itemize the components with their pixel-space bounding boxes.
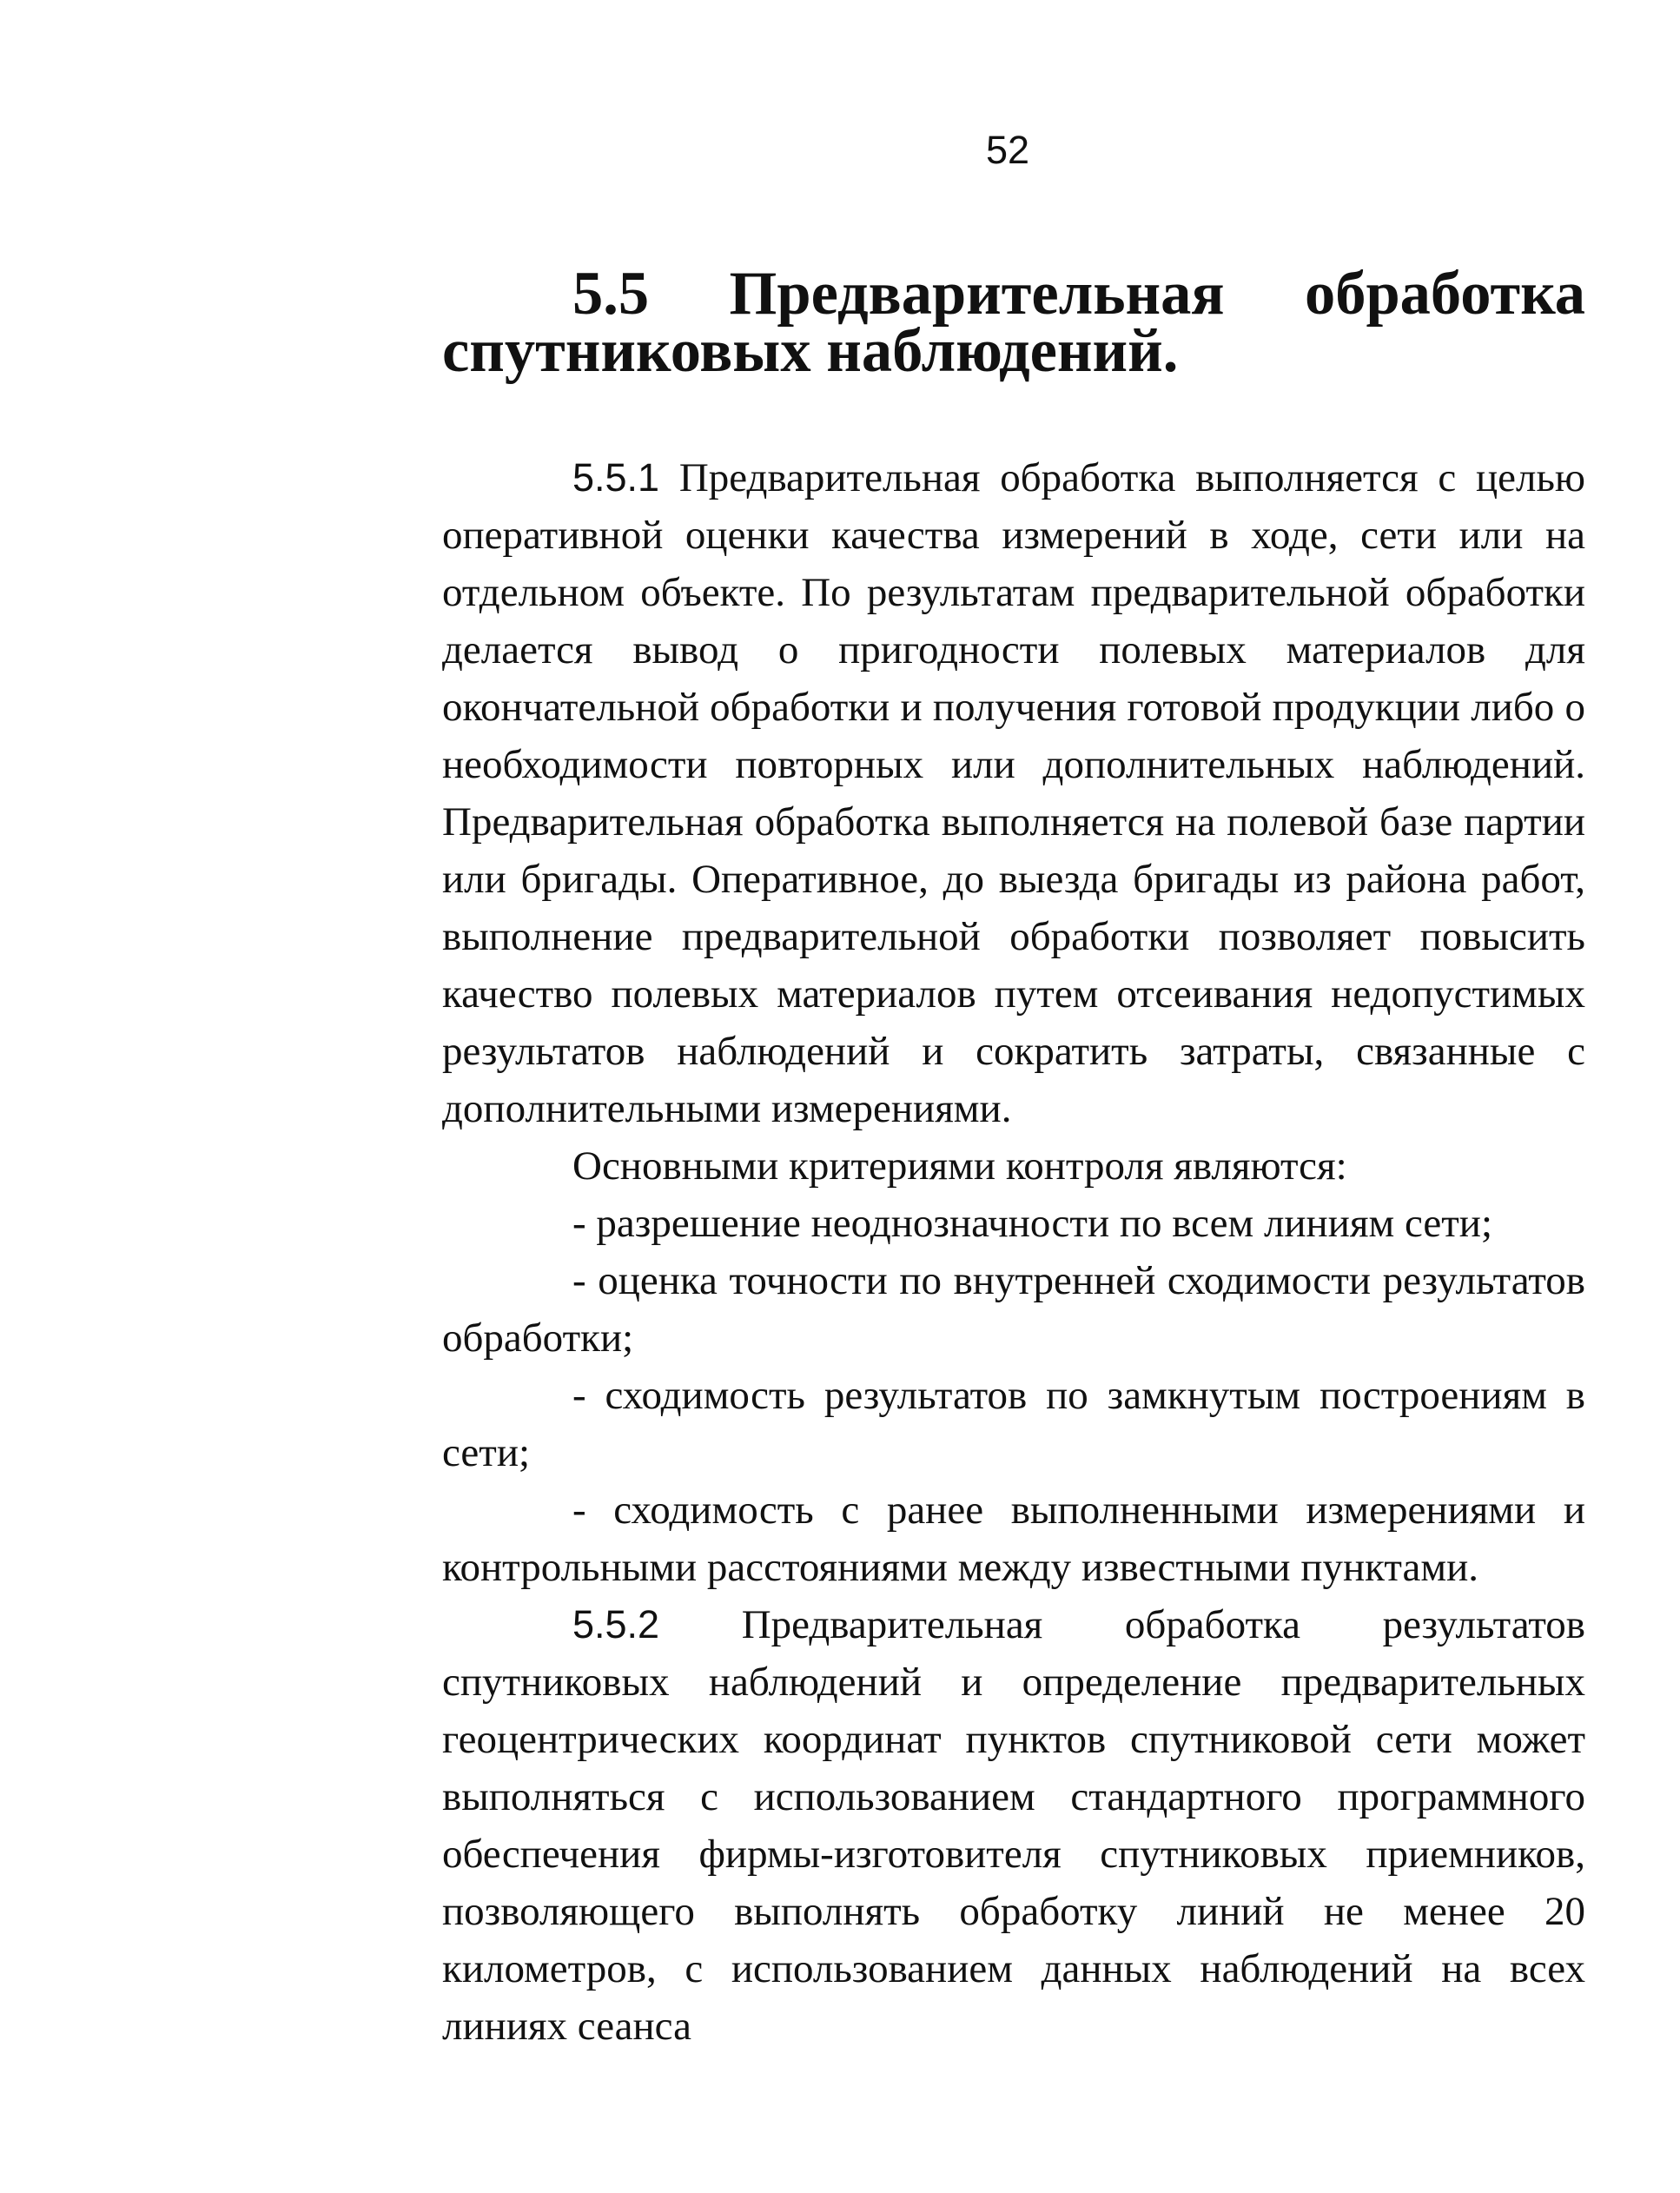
criteria-item: - разрешение неоднозначности по всем линиям сети; [572,1201,1493,1246]
page-number: 52 [986,128,1030,172]
clause-number: 5.5.2 [572,1602,660,1646]
criteria-item: - сходимость результатов по замкнутым построениям в сети; [442,1373,1585,1475]
criteria-item: - оценка точности по внутренней сходимости результатов обработки; [442,1258,1585,1361]
clause-text: Предварительная обработка выполняется с целью оперативной оценки качества измерений в ходе, сети или на отдельном объекте. По результатам предварительной обработки делается вывод о пригодности полевых материалов для окончательной обработки и получения готовой продукции либо о необходимости повторных или дополнительных наблюдений. Предварительная обработка выполняется на полевой базе партии или бригады. Оперативное, до выезда бригады из района работ, выполнение предварительной обработки позволяет повысить качество полевых материалов путем отсеивания недопустимых результатов наблюдений и сократить затраты, связанные с дополнительными измерениями. [442,455,1585,1131]
clause-5-5-1 [442,449,1585,1137]
heading-spacer [442,380,1585,449]
clause-number: 5.5.1 [572,455,660,500]
criteria-item: - сходимость с ранее выполненными измерениями и контрольными расстояниями между известными пунктами. [442,1487,1585,1590]
clause-5-5-2 [442,1596,1585,2055]
document-body [442,260,1585,2055]
section-heading: 5.5 Предварительная обработка спутниковых наблюдений. [442,260,1585,385]
criteria-intro: Основными критериями контроля являются: [572,1143,1347,1189]
clause-text: Предварительная обработка результатов спутниковых наблюдений и определение предварительных геоцентрических координат пунктов спутниковой сети может выполняться с использованием стандартного программного обеспечения фирмы-изготовителя спутниковых приемников, позволяющего выполнять обработку линий не менее 20 километров, с использованием данных наблюдений на всех линиях сеанса [442,1602,1585,2049]
